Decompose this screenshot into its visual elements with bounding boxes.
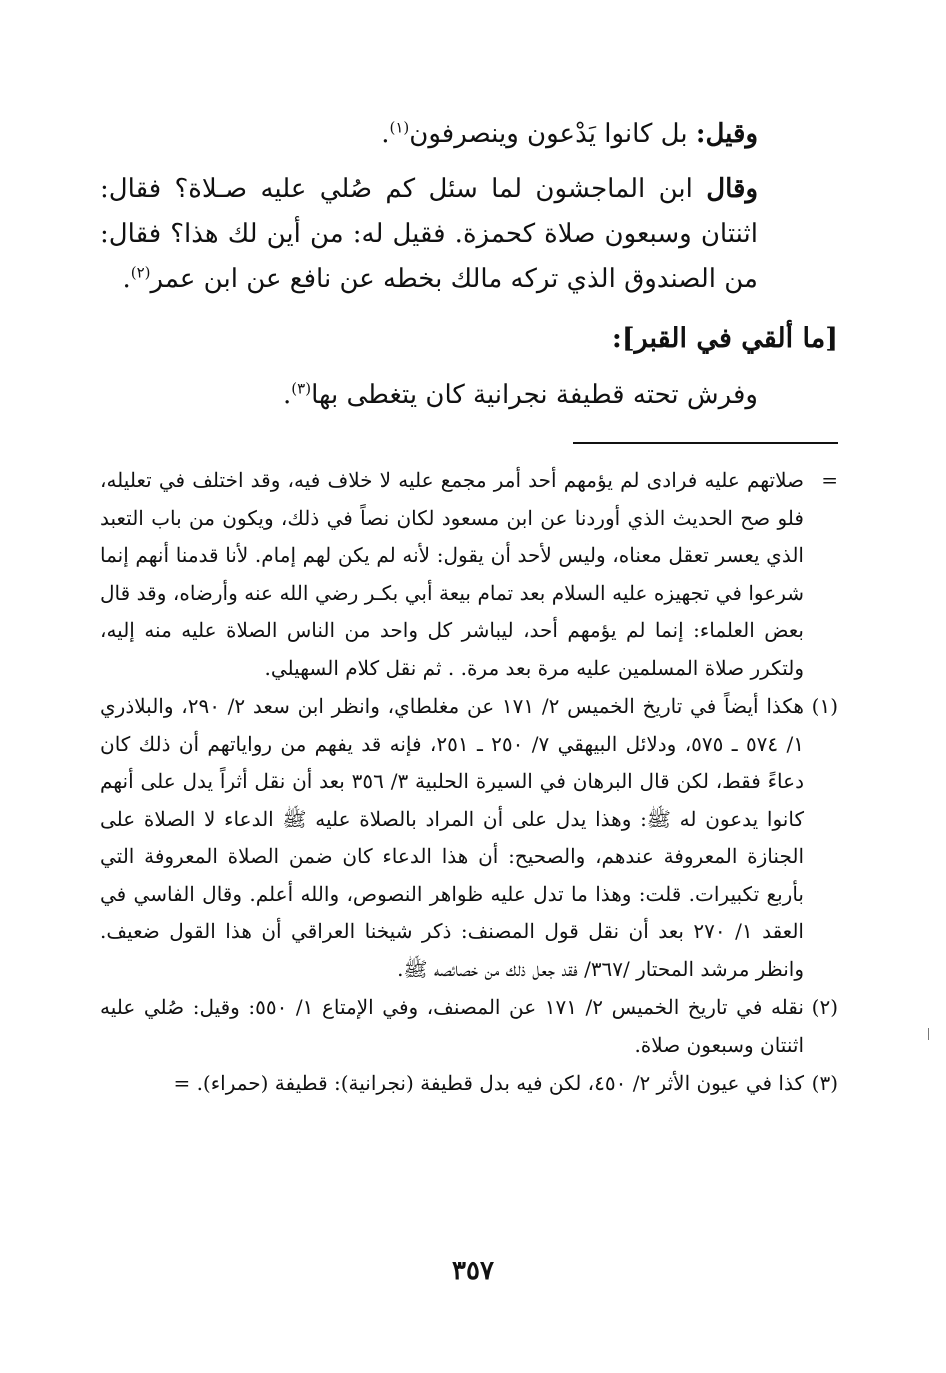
footnote-ref-2: (٢) xyxy=(130,263,151,282)
paragraph-text: ابن الماجشون لما سئل كم صُلي عليه صـلاة؟ فقال: اثنتان وسبعون صلاة كحمزة. فقيل له: من أين لك هذا؟ فقال: من الصندوق الذي تركه مالك بخطه عن نافع عن ابن عمر xyxy=(100,174,758,294)
footnote-text: صلاتهم عليه فرادى لم يؤمهم أحد أمر مجمع عليه لا خلاف فيه، وقد اختلف في تعليله، فلو صح الحديث الذي أوردنا عن ابن مسعود لكان نصاً في ذلك، ويكون من باب التعبد الذي يعسر تعقل معناه، وليس لأحد أن يقول: لأنه لم يكن لهم إمام. لأنا قدمنا أنهم إنما شرعوا في تجهيزه عليه السلام بعد تمام بيعة أبي بكـر رضي الله عنه وأرضاه، وقد قال بعض العلماء: إنما لم يؤمهم أحد، ليباشر كل واحد من الناس الصلاة عليه منه إليه، ولتكرر صلاة المسلمين عليه مرة بعد مرة. . ثم نقل كلام السهيلي. xyxy=(100,468,804,680)
footnote-text: هكذا أيضاً في تاريخ الخميس ٢/ ١٧١ عن مغلطاي، وانظر ابن سعد ٢/ ٢٩٠، والبلاذري ١/ ٥٧٤ ـ ٥٧٥، ودلائل البيهقي ٧/ ٢٥٠ ـ ٢٥١، فإنه قد يفهم من رواياتهم أن ذلك كان دعاءً فقط، لكن قال البرهان في السيرة الحلبية ٣/ ٣٥٦ بعد أن نقل أثراً يدل على أنهم كانوا يدعون له ﷺ: وهذا يدل على أن المراد بالصلاة عليه ﷺ الدعاء لا الصلاة على الجنازة المعروفة عندهم، والصحيح: أن هذا الدعاء كان ضمن الصلاة المعروفة التي بأربع تكبيرات. قلت: وهذا ما تدل عليه ظواهر النصوص، والله أعلم. وقال الفاسي في العقد ١/ ٢٧٠ بعد أن نقل قول المصنف: ذكر شيخنا العراقي أن هذا القول ضعيف. وانظر مرشد المحتار /٣٦٧/ فقد جعل ذلك من خصائصه ﷺ. xyxy=(100,694,805,981)
footnote-mark: (٢) xyxy=(811,995,838,1019)
paragraph-text: بل كانوا يَدْعون وينصرفون xyxy=(409,119,696,149)
footnote-mark: = xyxy=(821,468,838,492)
footnote-continuation xyxy=(100,462,838,687)
footnote-mark: (١) xyxy=(811,694,838,718)
footnote-mark: (٣) xyxy=(811,1071,838,1095)
footnote-ref-3: (٣) xyxy=(291,379,312,398)
main-paragraph-2 xyxy=(100,167,838,302)
paragraph-text: وفرش تحته قطيفة نجرانية كان يتغطى بها xyxy=(311,380,758,410)
footnote-1 xyxy=(100,688,838,988)
main-paragraph-1 xyxy=(100,112,838,157)
footnote-text: كذا في عيون الأثر ٢/ ٤٥٠، لكن فيه بدل قطيفة (نجرانية): قطيفة (حمراء). = xyxy=(173,1071,804,1095)
scan-margin-mark xyxy=(928,1028,929,1040)
lead-word: وقيل: xyxy=(695,119,758,149)
footnote-3 xyxy=(100,1065,838,1103)
footnotes xyxy=(100,462,838,1103)
footnote-2 xyxy=(100,989,838,1064)
page-number: ٣٥٧ xyxy=(452,1256,494,1286)
main-paragraph-3 xyxy=(100,373,838,418)
footnote-divider xyxy=(573,442,838,444)
section-heading xyxy=(100,316,838,361)
page-body xyxy=(100,112,838,1104)
heading-end: : xyxy=(611,323,622,354)
paragraph-end: . xyxy=(122,264,131,294)
lead-word: وقال xyxy=(706,174,758,204)
heading-text: [ما ألقي في القبر] xyxy=(621,323,838,354)
footnote-ref-1: (١) xyxy=(389,118,410,137)
footnote-text: نقله في تاريخ الخميس ٢/ ١٧١ عن المصنف، وفي الإمتاع ١/ ٥٥٠: وقيل: صُلي عليه اثنتان وسبعون صلاة. xyxy=(100,995,804,1057)
paragraph-end: . xyxy=(381,119,390,149)
paragraph-end: . xyxy=(283,380,292,410)
